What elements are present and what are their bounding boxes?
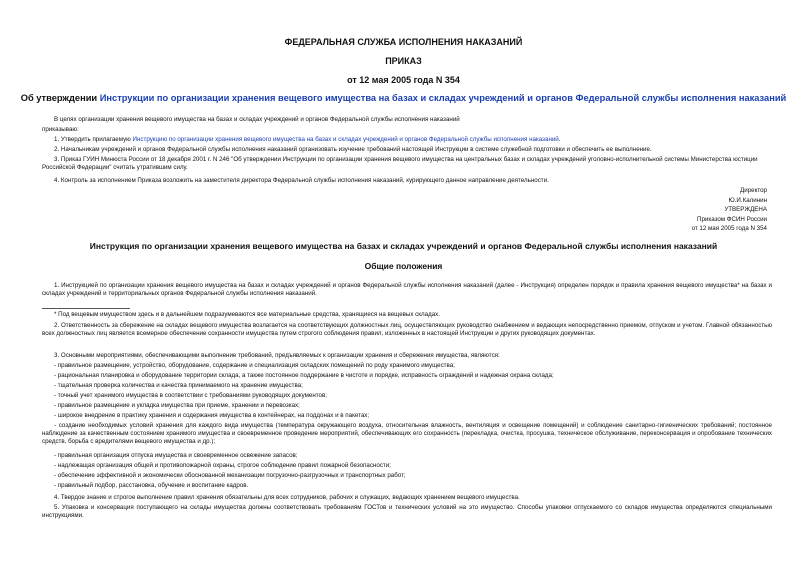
item1-suffix: . <box>558 136 561 143</box>
instruction-title: Инструкция по организации хранения вещевого имущества на базах и складах учреждений и органов Федеральной службы исполнения наказаний <box>89 241 718 251</box>
list-item: - тщательная проверка количества и качества принимаемого на хранение имущества; <box>54 382 303 389</box>
instruction-p2: 2. Ответственность за сбережение на складах вещевого имущества возлагается на соответствующих должностных лиц, осуществляющих руководство снабжением и ведающих непосредственно приемом, отпуском и учетом. Главной обязанностью всех должностных лиц является всемерное обеспечение сохранности имущества путем строгого соблюдения правил, изложенных в настоящей Инструкции и других руководящих документах. <box>42 322 772 337</box>
instruction-p4: 4. Твердое знание и строгое выполнение правил хранения обязательны для всех сотрудников, рабочих и служащих, ведающих хранением вещевого имущества. <box>54 494 520 501</box>
doc-type-heading: ПРИКАЗ <box>385 56 422 66</box>
instruction-title-link[interactable]: Инструкции по организации хранения вещевого имущества на базах и складах учреждений и органов Федеральной службы исполнения наказаний <box>99 93 787 103</box>
list-item: - правильное размещение и укладка имущества при приеме, хранении и перевозках; <box>54 402 300 409</box>
instruction-p3: 3. Основными мероприятиями, обеспечивающими выполнение требований, предъявляемых к организации хранения и сбережения имущества, являются: <box>54 352 500 359</box>
approved-label: УТВЕРЖДЕНА <box>724 206 767 213</box>
section-heading: Общие положения <box>364 261 443 271</box>
approved-by-order: Приказом ФСИН России <box>697 215 767 223</box>
about-heading <box>0 93 807 103</box>
list-item: - правильная организация отпуска имущества и своевременное освежение запасов; <box>54 452 298 459</box>
list-item: - широкое внедрение в практику хранения и содержания имущества в контейнерах, на поддонах и в пакетах; <box>54 412 370 419</box>
item1-prefix: 1. Утвердить прилагаемую <box>54 136 133 143</box>
instruction-p1: 1. Инструкцией по организации хранения вещевого имущества на базах и складах учреждений и органов Федеральной службы исполнения наказаний (далее - Инструкция) определен порядок и правила хранения вещевого имущества* на базах и складах учреждений и территориальных органов Федеральной службы исполнения наказаний. <box>42 282 772 297</box>
agency-heading: ФЕДЕРАЛЬНАЯ СЛУЖБА ИСПОЛНЕНИЯ НАКАЗАНИЙ <box>284 37 523 47</box>
signature-block <box>467 186 767 234</box>
footnote-divider <box>42 308 130 309</box>
list-item-long: - создание необходимых условий хранения для каждого вида имущества (температура окружающего воздуха, относительная влажность, вентиляция и освещение помещений) и соблюдение санитарно-гигиенических требований; постоянное наблюдение за качественным состоянием хранимого имущества и своевременное проведение мероприятий, обеспечивающих его сохранность (перекладка, очистка, просушка, техническое обслуживание, переконсервация и опробование технических средств, борьба с вредителями вещевого имущества и др.); <box>42 422 772 445</box>
list-item: - правильное размещение, устройство, оборудование, содержание и специализация складских помещений по роду хранимого имущества; <box>54 362 455 369</box>
signature-position: Директор <box>740 187 767 194</box>
approved-date: от 12 мая 2005 года N 354 <box>691 225 767 232</box>
list-item: - правильный подбор, расстановка, обучение и воспитание кадров. <box>54 482 249 489</box>
order-item-4: 4. Контроль за исполнением Приказа возложить на заместителя директора Федеральной службы исполнения наказаний, курирующего данное направление деятельности. <box>54 177 549 184</box>
list-item: - обеспечение эффективной и экономически обоснованной механизации погрузочно-разгрузочных и транспортных работ; <box>54 472 406 479</box>
instruction-p5: 5. Упаковка и консервация поступающего на склады имущества должны соответствовать требованиям ГОСТов и технических условий на это имущество. Способы упаковки отпускаемого со складов имущества определяются специальными инструкциями. <box>42 504 772 519</box>
about-prefix: Об утверждении <box>20 93 100 103</box>
list-item: - рациональная планировка и оборудование территории склада, а также постоянное поддержание в чистоте и порядке, исправность ограждений и надежная охрана склада; <box>54 372 554 379</box>
list-item: - точный учет хранимого имущества в соответствии с требованиями руководящих документов; <box>54 392 327 399</box>
footnote: * Под вещевым имуществом здесь и в дальнейшем подразумеваются все материальные средства, хранящиеся на вещевых складах. <box>54 311 440 318</box>
order-item-3: 3. Приказ ГУИН Минюста России от 18 декабря 2001 г. N 246 "Об утверждении Инструкции по организации хранения вещевого имущества на центральных базах и складах учреждений уголовно-исполнительной системы Министерства юстиции Российской Федерации" считать утратившим силу. <box>42 156 758 171</box>
signature-name: Ю.И.Калинин <box>728 196 767 204</box>
order-item-2: 2. Начальникам учреждений и органов Федеральной службы исполнения наказаний организовать изучение требований настоящей Инструкции в системе служебной подготовки и обеспечить ее выполнение. <box>54 146 652 153</box>
list-item: - надлежащая организация общей и противопожарной охраны, строгое соблюдение правил пожарной безопасности; <box>54 462 391 469</box>
instruction-link[interactable]: Инструкцию по организации хранения вещевого имущества на базах и складах учреждений и органов Федеральной службы исполнения наказаний <box>132 136 559 143</box>
order-item-1 <box>42 136 772 144</box>
order-intro: В целях организации хранения вещевого имущества на базах и складах учреждений и органов Федеральной службы исполнения наказаний <box>54 116 460 123</box>
order-word: приказываю: <box>42 126 79 133</box>
doc-date-heading: от 12 мая 2005 года N 354 <box>347 75 460 85</box>
